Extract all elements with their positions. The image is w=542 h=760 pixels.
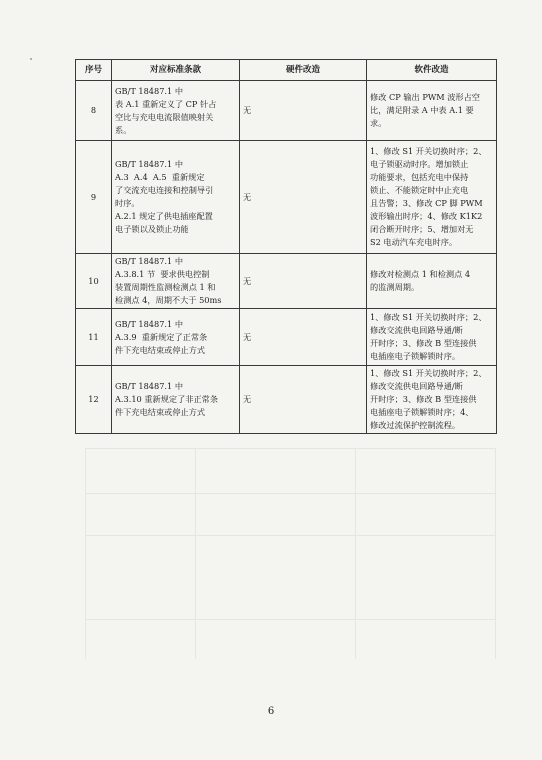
standard-clause-line: GB/T 18487.1 中 bbox=[115, 85, 184, 96]
software-change-cell bbox=[367, 141, 497, 254]
table-row bbox=[76, 254, 497, 309]
scan-speck bbox=[30, 58, 32, 60]
table-row bbox=[76, 366, 497, 434]
standard-clause-line: GB/T 18487.1 中 bbox=[115, 381, 184, 391]
software-change-cell bbox=[367, 81, 497, 141]
software-change-line: 开时序；3、修改 B 型连接供 bbox=[370, 394, 477, 404]
software-change-line: 求。 bbox=[370, 118, 387, 128]
hardware-change-cell: 无 bbox=[240, 366, 367, 434]
standard-clause-cell bbox=[112, 81, 240, 141]
software-change-line: 电子锁驱动时序。增加锁止 bbox=[370, 159, 469, 169]
software-change-line: 1、修改 S1 开关切换时序；2、 bbox=[370, 146, 487, 156]
software-change-line: 电插座电子锁解锁时序；4、 bbox=[370, 407, 474, 417]
standard-clause-line: 检测点 4，周期不大于 50ms bbox=[115, 295, 222, 305]
standard-clause-line: 件下充电结束或停止方式 bbox=[115, 407, 206, 417]
row-number: 9 bbox=[76, 141, 112, 254]
standard-clause-line: 了交流充电连接和控制导引 bbox=[115, 185, 214, 195]
software-change-line: 修改过流保护控制流程。 bbox=[370, 420, 461, 430]
standard-clause-line: A.3 A.4 A.5 重新规定 bbox=[115, 172, 205, 182]
standard-clause-line: 系。 bbox=[115, 124, 132, 135]
software-change-cell bbox=[367, 366, 497, 434]
standard-clause-line: 表 A.1 重新定义了 CP 针占 bbox=[115, 98, 217, 109]
software-change-line: 闭合断开时序；5、增加对无 bbox=[370, 224, 474, 234]
standard-clause-line: 电子锁以及锁止功能 bbox=[115, 224, 189, 234]
software-change-line: 修改交流供电回路导通/断 bbox=[370, 381, 463, 391]
reverse-side-show-through bbox=[85, 448, 496, 659]
row-number: 10 bbox=[76, 254, 112, 309]
row-number: 12 bbox=[76, 366, 112, 434]
standard-clause-line: 空比与充电电流限值映射关 bbox=[115, 111, 214, 122]
software-change-line: 的监测周期。 bbox=[370, 282, 420, 292]
standard-clause-cell bbox=[112, 141, 240, 254]
hardware-change-cell: 无 bbox=[240, 309, 367, 366]
header-standard-clause: 对应标准条款 bbox=[112, 60, 240, 81]
standard-clause-line: 时序。 bbox=[115, 198, 140, 208]
software-change-line: 修改对检测点 1 和检测点 4 bbox=[370, 269, 471, 279]
page-number: 6 bbox=[267, 706, 275, 717]
standard-clause-line: GB/T 18487.1 中 bbox=[115, 256, 184, 266]
header-software-change: 软件改造 bbox=[367, 60, 497, 81]
standard-clause-cell bbox=[112, 366, 240, 434]
standard-clause-line: A.3.8.1 节 要求供电控制 bbox=[115, 269, 210, 279]
hardware-change-cell: 无 bbox=[240, 141, 367, 254]
table-row bbox=[76, 309, 497, 366]
software-change-line: 功能要求，包括充电中保持 bbox=[370, 172, 469, 182]
table-row bbox=[76, 141, 497, 254]
software-change-line: 1、修改 S1 开关切换时序；2、 bbox=[370, 368, 487, 378]
software-change-cell bbox=[367, 254, 497, 309]
standard-clause-line: A.3.10 重新规定了非正常条 bbox=[115, 394, 219, 404]
header-hardware-change: 硬件改造 bbox=[240, 60, 367, 81]
software-change-line: 修改交流供电回路导通/断 bbox=[370, 325, 463, 335]
table-row bbox=[76, 81, 497, 141]
software-change-cell bbox=[367, 309, 497, 366]
standard-clause-line: A.2.1 规定了供电插座配置 bbox=[115, 211, 213, 221]
hardware-change-cell: 无 bbox=[240, 81, 367, 141]
software-change-line: 比，满足附录 A 中表 A.1 要 bbox=[370, 105, 474, 115]
header-serial-no: 序号 bbox=[76, 60, 112, 81]
standard-clause-line: 装置周期性监测检测点 1 和 bbox=[115, 282, 216, 292]
software-change-line: 修改 CP 输出 PWM 波形占空 bbox=[370, 92, 480, 102]
standard-clause-cell bbox=[112, 309, 240, 366]
row-number: 11 bbox=[76, 309, 112, 366]
software-change-line: S2 电动汽车充电时序。 bbox=[370, 237, 458, 247]
requirements-table bbox=[75, 59, 497, 434]
standard-clause-line: GB/T 18487.1 中 bbox=[115, 318, 184, 329]
software-change-line: 锁止、不能锁定时中止充电 bbox=[370, 185, 469, 195]
software-change-line: 开时序；3、修改 B 型连接供 bbox=[370, 338, 477, 348]
software-change-line: 1、修改 S1 开关切换时序；2、 bbox=[370, 312, 487, 322]
software-change-line: 波形输出时序；4、修改 K1K2 bbox=[370, 211, 483, 221]
table-header-row bbox=[76, 60, 497, 81]
standard-clause-line: GB/T 18487.1 中 bbox=[115, 159, 184, 169]
row-number: 8 bbox=[76, 81, 112, 141]
standard-clause-cell bbox=[112, 254, 240, 309]
software-change-line: 电插座电子锁解锁时序。 bbox=[370, 351, 461, 361]
standard-clause-line: 件下充电结束或停止方式 bbox=[115, 344, 206, 355]
standard-clause-line: A.3.9 重新规定了正常条 bbox=[115, 331, 208, 342]
software-change-line: 且告警；3、修改 CP 脚 PWM bbox=[370, 198, 483, 208]
hardware-change-cell: 无 bbox=[240, 254, 367, 309]
